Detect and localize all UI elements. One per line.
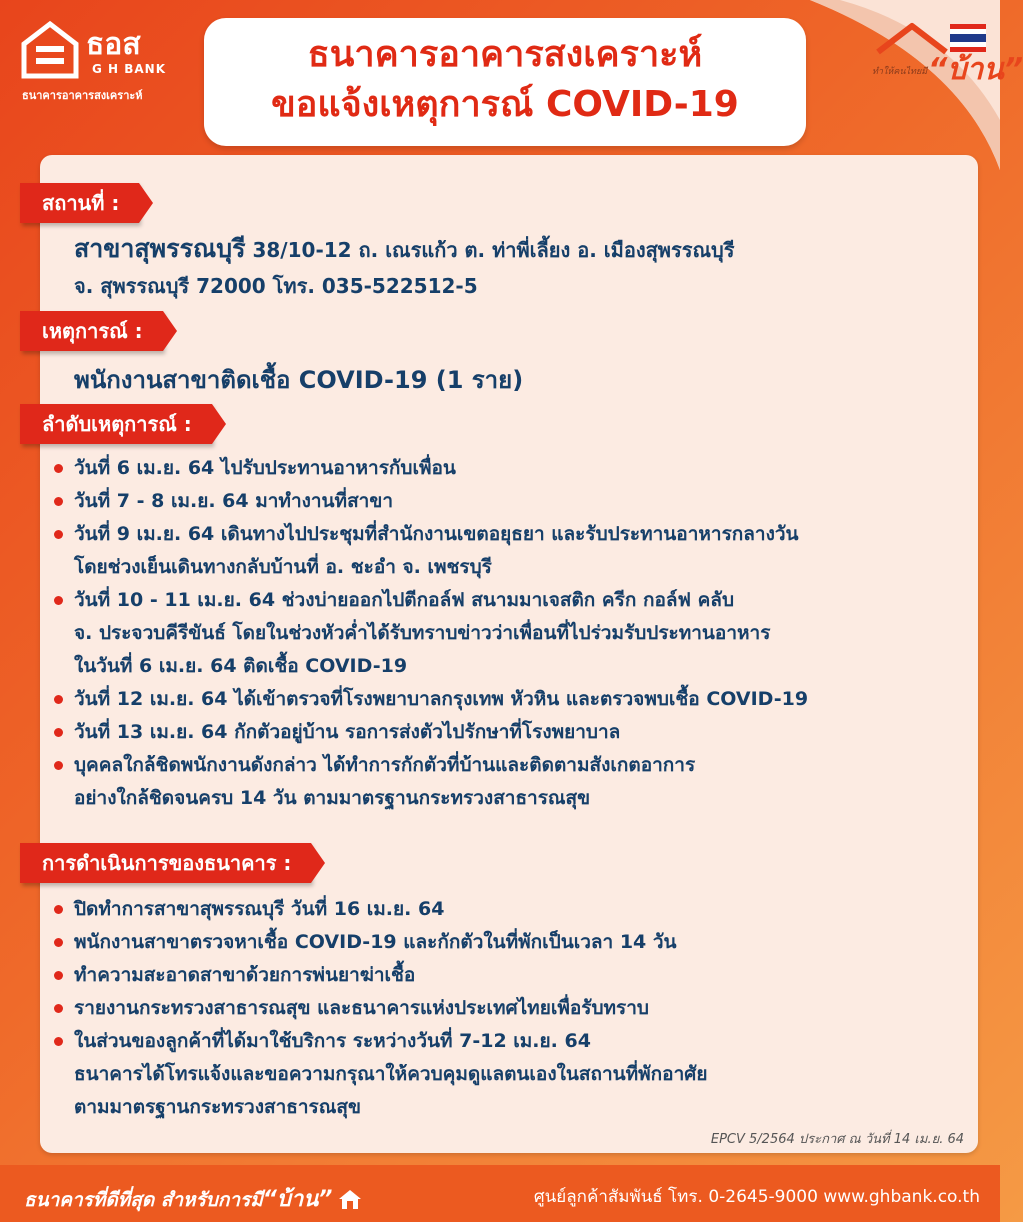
list-item — [52, 893, 707, 926]
list-item — [52, 926, 707, 959]
bullet-dot-icon — [54, 464, 63, 473]
bullet-dot-icon — [54, 596, 63, 605]
logo-name-en: G H BANK — [92, 62, 167, 76]
list-item — [52, 485, 808, 518]
list-item-line: ปิดทำการสาขาสุพรรณบุรี วันที่ 16 เม.ย. 64 — [74, 898, 445, 920]
list-item — [52, 518, 808, 584]
list-item-line: วันที่ 10 - 11 เม.ย. 64 ช่วงบ่ายออกไปตีกอล์ฟ สนามมาเจสติก ครีก กอล์ฟ คลับ — [74, 589, 734, 611]
list-item — [52, 749, 808, 815]
footer-contact: ศูนย์ลูกค้าสัมพันธ์ โทร. 0-2645-9000 www.ghbank.co.th — [533, 1187, 980, 1207]
bullet-dot-icon — [54, 971, 63, 980]
list-item — [52, 959, 707, 992]
notice-text: EPCV 5/2564 ประกาศ ณ วันที่ 14 เม.ย. 64 — [710, 1132, 964, 1147]
campaign-big-text: “บ้าน” — [928, 52, 1023, 87]
title-line-2: ขอแจ้งเหตุการณ์ COVID-19 — [271, 84, 739, 125]
slogan-prefix: ธนาคารที่ดีที่สุด สำหรับการมี — [24, 1189, 263, 1211]
title-box — [204, 18, 806, 146]
logo-subtitle: ธนาคารอาคารสงเคราะห์ — [22, 89, 143, 102]
list-item-line: ทำความสะอาดสาขาด้วยการพ่นยาฆ่าเชื้อ — [74, 964, 416, 986]
list-item-line: รายงานกระทรวงสาธารณสุข และธนาคารแห่งประเทศไทยเพื่อรับทราบ — [74, 997, 649, 1019]
list-item — [52, 584, 808, 683]
bullet-dot-icon — [54, 695, 63, 704]
list-item-line: ธนาคารได้โทรแจ้งและขอความกรุณาให้ควบคุมดูแลตนเองในสถานที่พักอาศัย — [74, 1063, 708, 1085]
bullet-dot-icon — [54, 728, 63, 737]
campaign-logo — [872, 18, 1023, 88]
list-item-line: จ. ประจวบคีรีขันธ์ โดยในช่วงหัวค่ำได้รับทราบข่าวว่าเพื่อนที่ไปร่วมรับประทานอาหาร — [74, 622, 771, 644]
location-label: สถานที่ : — [20, 183, 139, 223]
bullet-dot-icon — [54, 938, 63, 947]
list-item-line: วันที่ 6 เม.ย. 64 ไปรับประทานอาหารกับเพื่อน — [74, 457, 456, 479]
bullet-dot-icon — [54, 905, 63, 914]
location-line-1 — [74, 232, 734, 267]
logo-name-th: ธอส — [86, 27, 141, 62]
list-item-line: วันที่ 9 เม.ย. 64 เดินทางไปประชุมที่สำนักงานเขตอยุธยา และรับประทานอาหารกลางวัน — [74, 523, 799, 545]
list-item — [52, 452, 808, 485]
bullet-dot-icon — [54, 1037, 63, 1046]
footer-slogan — [24, 1181, 362, 1216]
list-item — [52, 683, 808, 716]
list-item-line: โดยช่วงเย็นเดินทางกลับบ้านที่ อ. ชะอำ จ. เพชรบุรี — [74, 556, 492, 578]
bullet-dot-icon — [54, 1004, 63, 1013]
list-item-line: วันที่ 13 เม.ย. 64 กักตัวอยู่บ้าน รอการส่งตัวไปรักษาที่โรงพยาบาล — [74, 721, 621, 743]
footer — [0, 1165, 1000, 1222]
list-item-line: ในวันที่ 6 เม.ย. 64 ติดเชื้อ COVID-19 — [74, 655, 408, 677]
title-line-1: ธนาคารอาคารสงเคราะห์ — [307, 34, 703, 75]
incident-text: พนักงานสาขาติดเชื้อ COVID-19 (1 ราย) — [74, 366, 524, 394]
campaign-small-text: ทำให้คนไทยมี — [872, 67, 928, 77]
ghbank-logo — [22, 14, 192, 104]
list-item-line: วันที่ 7 - 8 เม.ย. 64 มาทำงานที่สาขา — [74, 490, 393, 512]
incident-label: เหตุการณ์ : — [20, 311, 163, 351]
bullet-dot-icon — [54, 530, 63, 539]
list-item-line: บุคคลใกล้ชิดพนักงานดังกล่าว ได้ทำการกักตัวที่บ้านและติดตามสังเกตอาการ — [74, 754, 696, 776]
slogan-highlight: “บ้าน” — [262, 1187, 333, 1212]
address-line-1: 38/10-12 ถ. เณรแก้ว ต. ท่าพี่เลี้ยง อ. เมืองสุพรรณบุรี — [245, 238, 735, 262]
list-item-line: ตามมาตรฐานกระทรวงสาธารณสุข — [74, 1096, 361, 1118]
list-item — [52, 992, 707, 1025]
list-item — [52, 716, 808, 749]
actions-list — [52, 893, 707, 1124]
list-item-line: อย่างใกล้ชิดจนครบ 14 วัน ตามมาตรฐานกระทรวงสาธารณสุข — [74, 787, 591, 809]
list-item-line: ในส่วนของลูกค้าที่ได้มาใช้บริการ ระหว่างวันที่ 7-12 เม.ย. 64 — [74, 1030, 591, 1052]
list-item-line: วันที่ 12 เม.ย. 64 ได้เข้าตรวจที่โรงพยาบาลกรุงเทพ หัวหิน และตรวจพบเชื้อ COVID-19 — [74, 688, 809, 710]
list-item-line: พนักงานสาขาตรวจหาเชื้อ COVID-19 และกักตัวในที่พักเป็นเวลา 14 วัน — [74, 931, 677, 953]
list-item — [52, 1025, 707, 1124]
branch-name: สาขาสุพรรณบุรี — [74, 234, 246, 263]
address-line-2: จ. สุพรรณบุรี 72000 โทร. 035-522512-5 — [74, 274, 478, 298]
ghbank-house-icon — [22, 22, 78, 78]
timeline-list — [52, 452, 808, 815]
bullet-dot-icon — [54, 761, 63, 770]
timeline-label: ลำดับเหตุการณ์ : — [20, 404, 212, 444]
actions-label: การดำเนินการของธนาคาร : — [20, 843, 311, 883]
home-icon — [338, 1188, 362, 1210]
bullet-dot-icon — [54, 497, 63, 506]
